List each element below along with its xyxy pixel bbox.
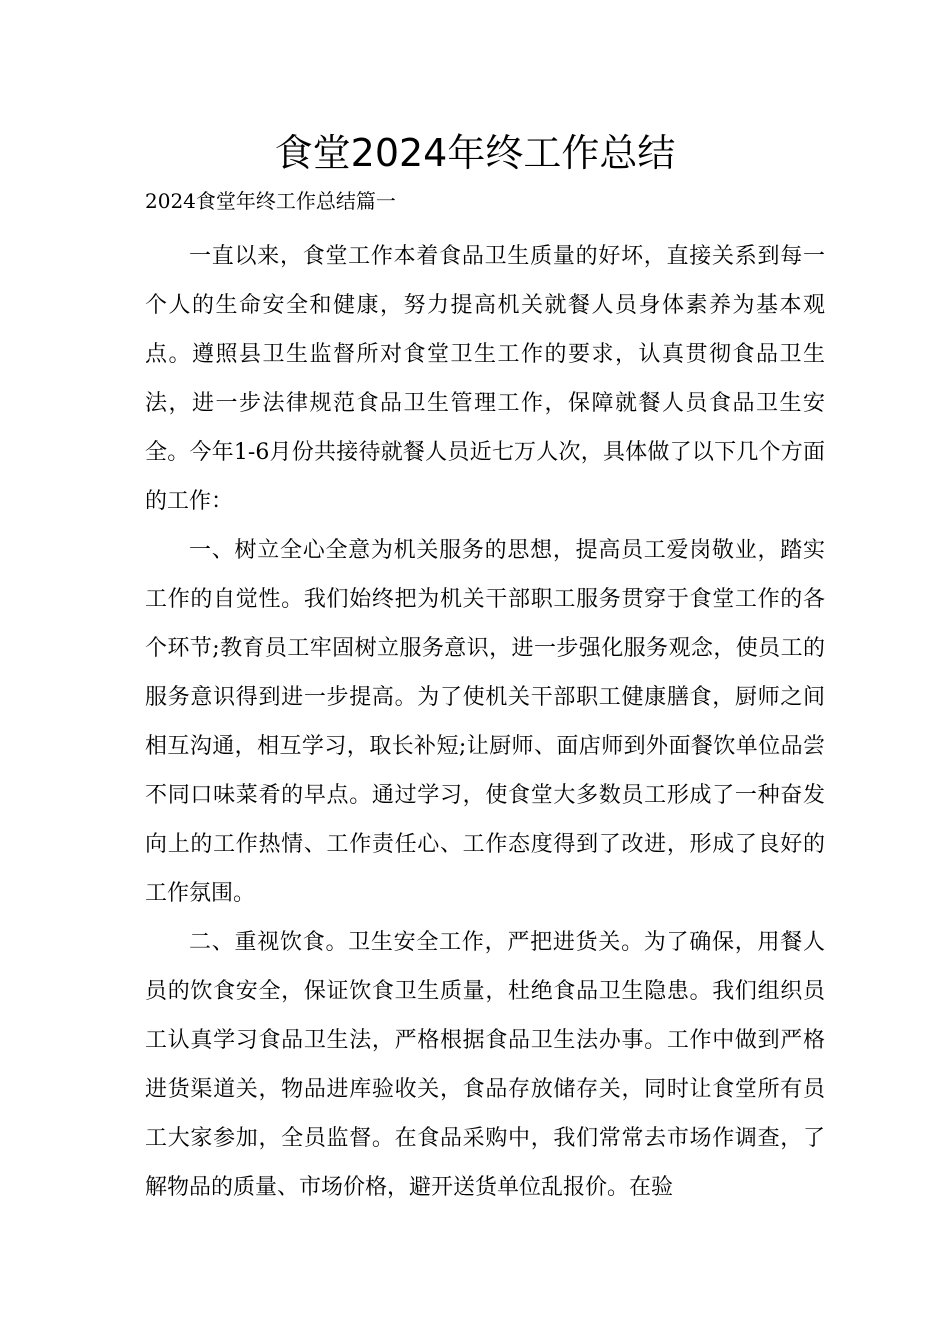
document-body [145,232,825,1212]
paragraph-section-2: 二、重视饮食。卫生安全工作，严把进货关。为了确保，用餐人员的饮食安全，保证饮食卫生质量，杜绝食品卫生隐患。我们组织员工认真学习食品卫生法，严格根据食品卫生法办事。工作中做到严格进货渠道关，物品进库验收关，食品存放储存关，同时让食堂所有员工大家参加，全员监督。在食品采购中，我们常常去市场作调查，了解物品的质量、市场价格，避开送货单位乱报价。在验 [145,930,825,1200]
paragraph-section-1: 一、树立全心全意为机关服务的思想，提高员工爱岗敬业，踏实工作的自觉性。我们始终把为机关干部职工服务贯穿于食堂工作的各个环节;教育员工牢固树立服务意识，进一步强化服务观念，使员工的服务意识得到进一步提高。为了使机关干部职工健康膳食，厨师之间相互沟通，相互学习，取长补短;让厨师、面店师到外面餐饮单位品尝不同口味菜肴的早点。通过学习，使食堂大多数员工形成了一种奋发向上的工作热情、工作责任心、工作态度得到了改进，形成了良好的工作氛围。 [145,538,825,906]
document-subtitle: 2024食堂年终工作总结篇一 [145,189,396,213]
document-title: 食堂2024年终工作总结 [274,131,676,175]
paragraph-intro: 一直以来，食堂工作本着食品卫生质量的好坏，直接关系到每一个人的生命安全和健康，努力提高机关就餐人员身体素养为基本观点。遵照县卫生监督所对食堂卫生工作的要求，认真贯彻食品卫生法，进一步法律规范食品卫生管理工作，保障就餐人员食品卫生安全。今年1-6月份共接待就餐人员近七万人次，具体做了以下几个方面的工作： [145,244,825,514]
